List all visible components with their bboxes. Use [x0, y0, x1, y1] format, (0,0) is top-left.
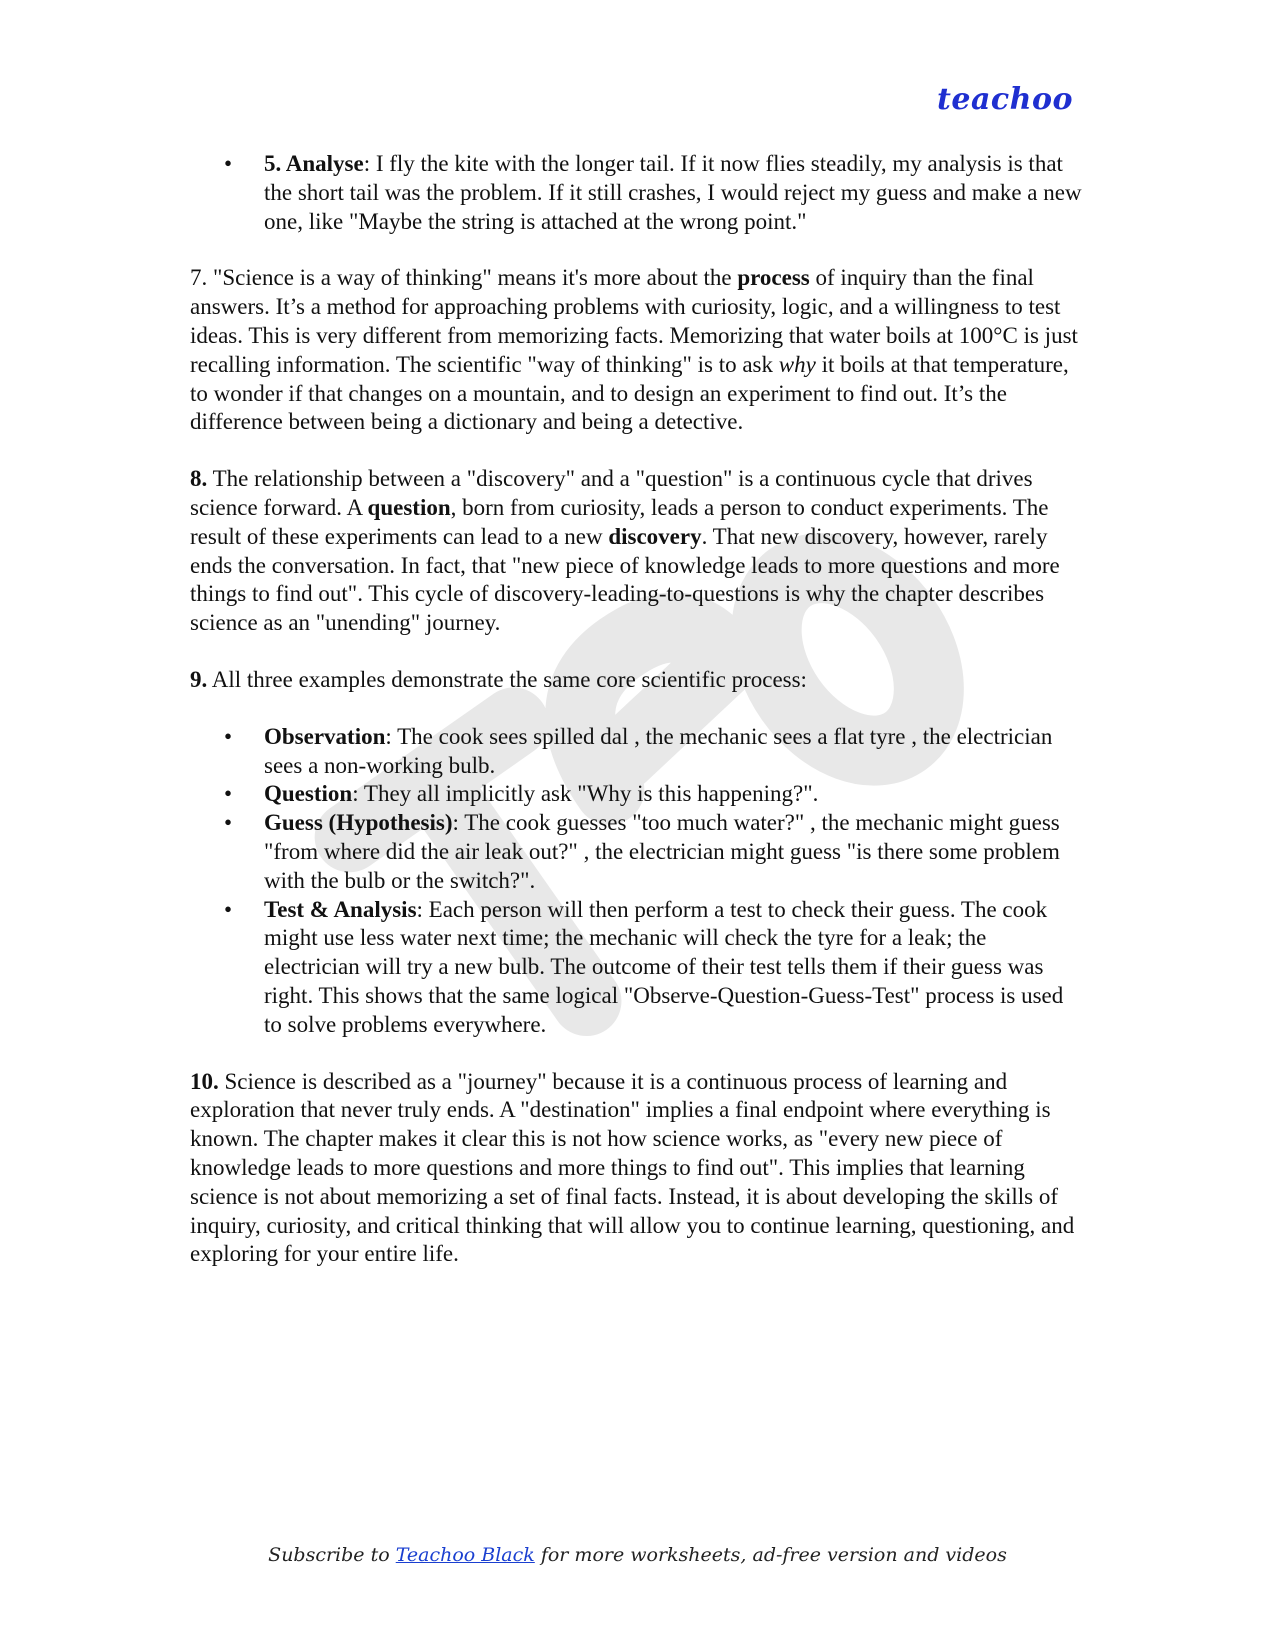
answer-text: The relationship between a "discovery" and a "question" is a continuous cycle that drives science forward. A — [190, 466, 1033, 520]
teachoo-logo: teachoo — [937, 82, 1073, 117]
item-text: : Each person will then perform a test to check their guess. The cook might use less water next time; the mechanic will check the tyre for a leak; the electrician will try a new bulb. The outcome of their test tells them if their guess was right. This shows that the same logical "Observe-Question-Guess-Test" process is used to solve problems everywhere. — [264, 896, 1064, 1037]
item-label: Test & Analysis — [264, 896, 417, 922]
list-item — [264, 780, 1085, 809]
item-label: 5. Analyse — [264, 151, 364, 176]
list-item — [264, 896, 1085, 1040]
bold-term: process — [737, 265, 810, 291]
item-label: Guess (Hypothesis) — [264, 810, 453, 836]
answer-number: 8. — [190, 466, 208, 492]
item-text: : The cook guesses "too much water?" , the mechanic might guess "from where did the air leak out?" , the electrician might guess "is there some problem with the bulb or the switch?". — [264, 810, 1060, 893]
process-steps-list — [190, 723, 1085, 1040]
analyse-list — [190, 150, 1085, 236]
answer-number: 9. — [190, 666, 208, 692]
bold-term: question — [367, 494, 451, 520]
answer-text: All three examples demonstrate the same core scientific process: — [207, 666, 807, 692]
item-label: Observation — [264, 723, 386, 749]
answer-7 — [190, 264, 1085, 437]
answer-text: it boils at that temperature, to wonder if that changes on a mountain, and to design an experiment to find out. It’s the difference between being a dictionary and being a detective. — [190, 351, 1069, 435]
list-item — [264, 723, 1085, 781]
teachoo-black-link[interactable]: Teachoo Black — [395, 1544, 535, 1566]
bold-term: discovery — [608, 523, 702, 549]
answer-text: Science is described as a "journey" because it is a continuous process of learning and exploration that never truly ends. A "destination" implies a final endpoint where everything is known. The chapter makes it clear this is not how science works, as "every new piece of knowledge leads to more questions and more things to find out". This implies that learning science is not about memorizing a set of final facts. Instead, it is about developing the skills of inquiry, curiosity, and critical thinking that will allow you to continue learning, questioning, and exploring for your entire life. — [190, 1068, 1075, 1267]
footer — [0, 1544, 1275, 1566]
answer-9 — [190, 666, 1085, 695]
worksheet-content — [190, 150, 1085, 1297]
answer-text: . That new discovery, however, rarely ends the conversation. In fact, that "new piece of knowledge leads to more questions and more things to find out". This cycle of discovery-leading-to-questions is why the chapter describes science as an "unending" journey. — [190, 523, 1060, 636]
answer-number: 7 — [190, 265, 202, 291]
list-item — [264, 150, 1085, 236]
answer-number: 10. — [190, 1068, 219, 1094]
answer-10 — [190, 1068, 1085, 1270]
item-text: : I fly the kite with the longer tail. If it now flies steadily, my analysis is that the short tail was the problem. If it still crashes, I would reject my guess and make a new one, like "Maybe the string is attached at the wrong point." — [264, 151, 1082, 234]
list-item — [264, 809, 1085, 895]
italic-term: why — [778, 351, 816, 377]
footer-text: Subscribe to — [268, 1544, 396, 1566]
item-label: Question — [264, 781, 353, 807]
answer-8 — [190, 465, 1085, 638]
answer-text: . "Science is a way of thinking" means it's more about the — [201, 265, 738, 291]
footer-text: for more worksheets, ad-free version and videos — [534, 1544, 1007, 1566]
answer-text: of inquiry than the final answers. It’s a method for approaching problems with curiosity, logic, and a willingness to test ideas. This is very different from memorizing facts. Memorizing that water boils at 100°C is just recalling information. The scientific "way of thinking" is to ask — [190, 265, 1078, 377]
item-text: : They all implicitly ask "Why is this happening?". — [352, 781, 819, 807]
answer-text: , born from curiosity, leads a person to conduct experiments. The result of these experiments can lead to a new — [190, 494, 1049, 549]
item-text: : The cook sees spilled dal , the mechanic sees a flat tyre , the electrician sees a non-working bulb. — [264, 723, 1053, 778]
